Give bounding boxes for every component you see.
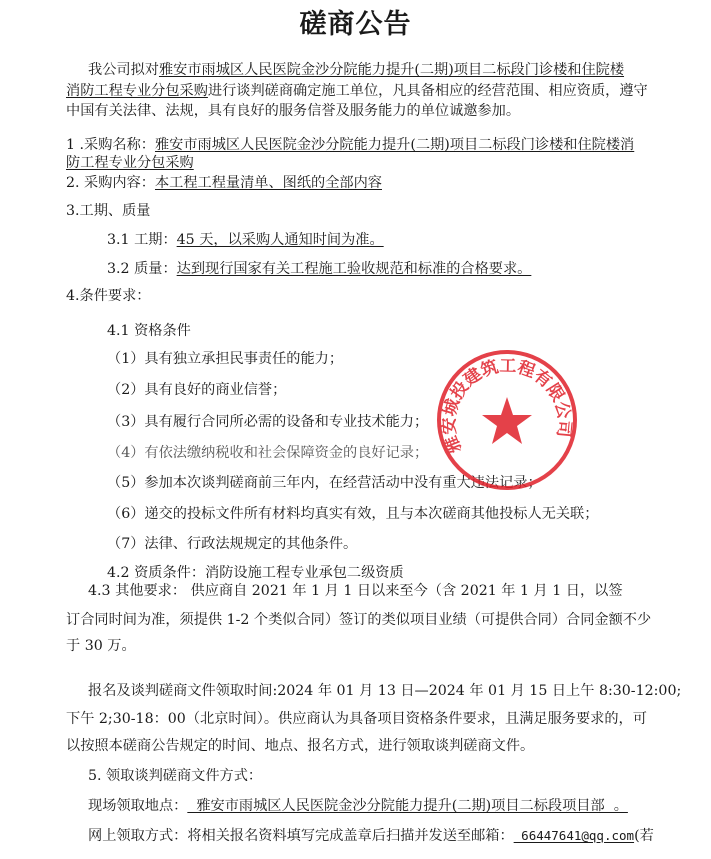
intro-line-3: 中国有关法律、法规，具有良好的服务信誉及服务能力的单位诚邀参加。 [66,103,521,119]
item4-label: 4.条件要求： [66,288,151,304]
online-pickup [88,827,654,845]
item1-value-cont: 防工程专业分包采购 [66,155,194,171]
intro-text: 进行谈判磋商确定施工单位，凡具备相应的经营范围、相应资质，遵守 [207,83,648,99]
item3-1 [107,231,384,249]
item3-label: 3.工期、质量 [66,203,151,219]
item1-cont [66,154,194,172]
registration-line-1: 报名及谈判磋商文件领取时间:2024 年 01 月 13 日—2024 年 01 月 15 日上午 8:30-12:00; [88,683,682,699]
condition-item: （4）有依法缴纳税收和社会保障资金的良好记录； [107,445,429,461]
project-name: 雅安市雨城区人民医院金沙分院能力提升(二期)项目二标段门诊楼和住院楼 [158,62,625,78]
duration-label: 3.1 工期： [107,232,177,248]
item4-3-line-2: 订合同时间为准，须提供 1-2 个类似合同）签订的类似项目业绩（可提供合同）合同金额不少 [66,612,652,628]
onsite-label: 现场领取地点： [88,798,188,814]
item5-label: 5. 领取谈判磋商文件方式： [88,768,263,784]
online-label: 网上领取方式：将相关报名资料填写完成盖章后扫描并发送至邮箱： [88,828,514,844]
intro-line-2 [66,82,648,100]
condition-item: （3）具有履行合同所必需的设备和专业技术能力； [107,414,429,430]
item1 [66,136,634,154]
item4-3-line-1: 4.3 其他要求： 供应商自 2021 年 1 月 1 日以来至今（含 2021 年 1 月 1 日，以签 [88,583,623,599]
condition-item: （6）递交的投标文件所有材料均真实有效，且与本次磋商其他投标人无关联； [107,506,599,522]
registration-line-2: 下午 2;30-18：00（北京时间）。供应商认为具备项目资格条件要求，且满足服务要求的，可 [66,711,647,727]
item4-3-line-3: 于 30 万。 [66,638,136,654]
project-name-cont: 消防工程专业分包采购 [66,83,208,99]
online-tail: (若 [634,828,654,844]
condition-item: （2）具有良好的商业信誉； [107,382,287,398]
item1-label: 1 .采购名称： [66,137,155,153]
condition-item: （7）法律、行政法规规定的其他条件。 [107,536,358,552]
svg-text:雅安城投建筑工程有限公司: 雅安城投建筑工程有限公司 [439,356,575,456]
onsite-pickup [88,797,628,815]
condition-item: （5）参加本次谈判磋商前三年内，在经营活动中没有重大违法记录； [107,475,542,491]
item2-value: 本工程工程量清单、图纸的全部内容 [154,175,382,191]
item1-value: 雅安市雨城区人民医院金沙分院能力提升(二期)项目二标段门诊楼和住院楼消 [154,137,635,153]
star-icon [482,397,532,444]
registration-line-3: 以按照本磋商公告规定的时间、地点、报名方式，进行领取谈判磋商文件。 [66,738,535,754]
onsite-value: 雅安市雨城区人民医院金沙分院能力提升(二期)项目二标段项目部 。 [187,798,628,814]
item3-2 [107,260,531,278]
quality-label: 3.2 质量： [107,261,177,277]
item2 [66,174,382,192]
email-link[interactable]: 66447641@qq.com [513,828,635,843]
intro-line-1 [88,61,624,79]
intro-text: 我公司拟对 [88,62,159,78]
qualification-label: 4.2 资质条件： [107,565,206,581]
quality-value: 达到现行国家有关工程施工验收规范和标准的合格要求。 [176,261,532,277]
item4-2 [107,564,404,582]
duration-value: 45 天，以采购人通知时间为准。 [176,232,384,248]
company-seal [432,345,582,495]
page-title: 磋商公告 [299,9,412,40]
item2-label: 2. 采购内容： [66,175,155,191]
qualification-value: 消防设施工程专业承包二级资质 [205,565,404,581]
item4-1-label: 4.1 资格条件 [107,323,191,339]
condition-item: （1）具有独立承担民事责任的能力； [107,351,344,367]
